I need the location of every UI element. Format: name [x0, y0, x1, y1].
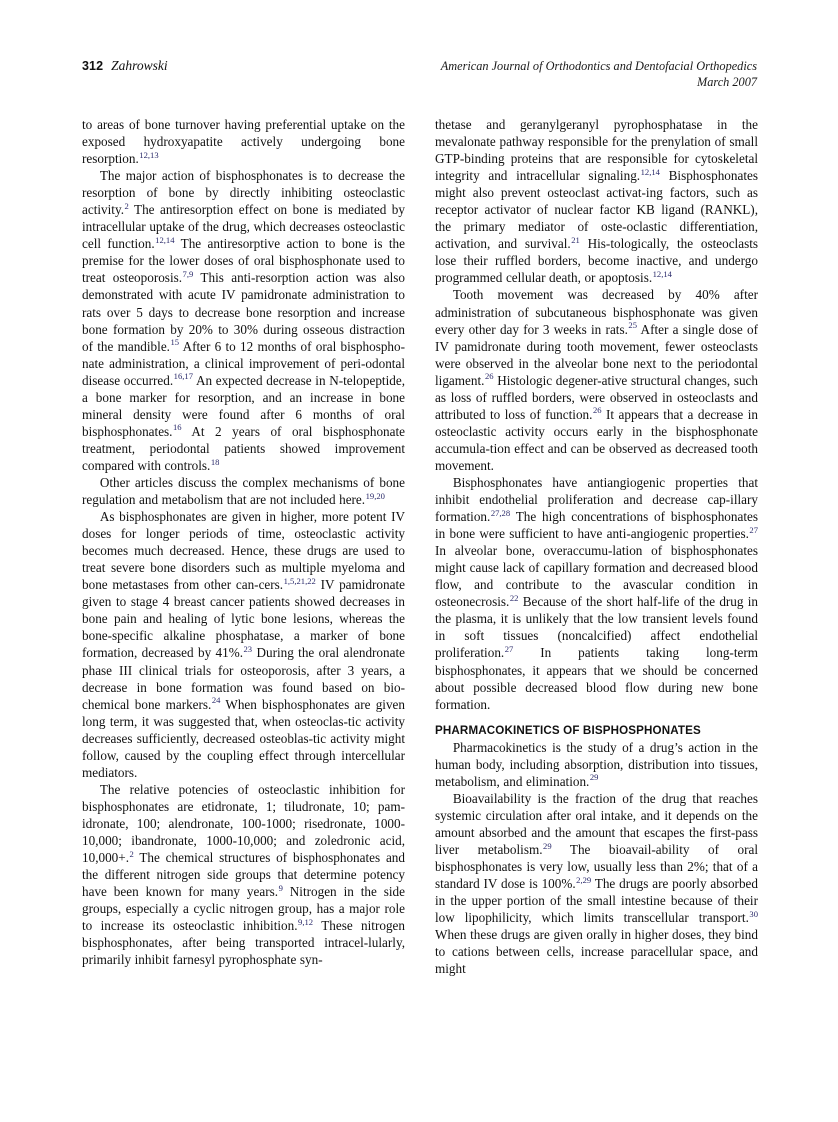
reference-marker[interactable]: 18: [210, 456, 220, 467]
reference-marker[interactable]: 24: [211, 695, 221, 706]
reference-marker[interactable]: 27: [504, 644, 514, 655]
reference-marker[interactable]: 15: [170, 337, 180, 348]
running-head-right: [441, 58, 757, 90]
paragraph: to areas of bone turnover having preferential uptake on the exposed hydroxyapatite actively undergoing bone resorption.$^{12,13}$: [82, 117, 405, 167]
paragraph: Pharmacokinetics is the study of a drug’s action in the human body, including absorption, distribution into tissues, metabolism, and elimination.$^{29}$: [435, 739, 758, 789]
reference-marker[interactable]: 9,12: [298, 916, 314, 927]
reference-marker[interactable]: 7,9: [182, 269, 194, 280]
column-right: [435, 116, 758, 1076]
reference-marker[interactable]: 26: [484, 371, 494, 382]
reference-marker[interactable]: 2: [129, 848, 134, 859]
journal-title: American Journal of Orthodontics and Dentofacial Orthopedics: [440, 59, 757, 73]
paragraph: Other articles discuss the complex mechanisms of bone regulation and metabolism that are not included here.$^{19,20}$: [82, 474, 405, 508]
section-heading: PHARMACOKINETICS OF BISPHOSPHONATES: [435, 723, 701, 737]
reference-marker[interactable]: 23: [243, 644, 253, 655]
paragraph: As bisphosphonates are given in higher, more potent IV doses for longer periods of time, osteoclastic activity becomes much decreased. Hence, these drugs are used to treat severe bone disorders such as multiple myeloma and bone metastases from other can-cers.$^{1,5,21,22}$ IV pamidronate given to stage 4 breast cancer patients showed decreases in bone pain and healing of lytic bone lesions, whereas the bone-specific alkaline phosphatase, a marker of bone formation, decreased by 41%.$^{23}$ During the oral alendronate phase III clinical trials for osteoporosis, after 3 years, a decrease in bone formation was found based on bio-chemical bone markers.$^{24}$ When bisphosphonates are given long term, it was suggested that, when osteoclas-tic activity decreases sufficiently, decreased osteoblas-tic activity might follow, caused by the coupling effect through intercellular mediators.: [82, 509, 405, 780]
running-head: [82, 58, 757, 98]
reference-marker[interactable]: 30: [749, 908, 758, 919]
paragraph: The major action of bisphosphonates is to decrease the resorption of bone by directly inhibiting osteoclastic activity.$^2$ The antiresorption effect on bone is mediated by intracellular uptake of the drug, which decreases osteoclastic cell function.$^{12,14}$ The antiresorptive action to bone is the premise for the lower doses of oral bisphosphonate used to treat osteoporosis.$^{7,9}$ This anti-resorption action was also demonstrated with acute IV pamidronate administration to rats over 5 days to decrease bone resorption and increase bone formation by 20% to 30% during osseous distraction of the mandible.$^{15}$ After 6 to 12 months of oral bisphospho-nate administration, a clinical improvement of peri-odontal disease occurred.$^{16,17}$ An expected decrease in N-telopeptide, a bone marker for resorption, and an increase in bone mineral density were found after 6 months of oral bisphosphonates.$^{16}$ At 2 years of oral bisphosphonate treatment, periodontal patients showed improvement compared with controls.$^{18}$: [82, 168, 406, 473]
reference-marker[interactable]: 9: [278, 882, 283, 893]
paragraph: Bisphosphonates have antiangiogenic properties that inhibit endothelial proliferation and decrease cap-illary formation.$^{27,28}$ The high concentrations of bisphosphonates in bone were sufficient to have anti-angiogenic properties.$^{27}$ In alveolar bone, overaccumu-lation of bisphosphonates might cause lack of capillary formation and decreased blood flow, and contribute to the avascular condition in osteonecrosis.$^{22}$ Because of the short half-life of the drug in the plasma, it is unlikely that the low transient levels found in soft tissues (noncalcified) affect endothelial proliferation.$^{27}$ In patients taking long-term bisphosphonates, it appears that we should be concerned about possible decreased blood flow during new bone formation.: [435, 474, 758, 712]
reference-marker[interactable]: 12,14: [640, 166, 660, 177]
reference-marker[interactable]: 26: [592, 405, 602, 416]
reference-marker[interactable]: 16,17: [173, 371, 194, 382]
reference-marker[interactable]: 19,20: [365, 490, 385, 501]
reference-marker[interactable]: 2,29: [576, 874, 592, 885]
paragraph: Tooth movement was decreased by 40% after administration of subcutaneous bisphosphonate was given every other day for 3 weeks in rats.$^{25}$ After a single dose of IV pamidronate during tooth movement, fewer osteoclasts were observed in the alveolar bone next to the periodontal ligament.$^{26}$ Histologic degener-ative structural changes, such as loss of ruffled borders, were observed in osteoclasts and attributed to loss of function.$^{26}$ It appears that a decrease in osteoclastic activity occurs early in the bisphosphonate accumula-tion effect and can be observed as decreased tooth movement.: [435, 287, 758, 473]
reference-marker[interactable]: 21: [571, 234, 580, 245]
reference-marker[interactable]: 29: [543, 840, 552, 851]
reference-marker[interactable]: 2: [124, 200, 129, 211]
reference-marker[interactable]: 29: [589, 772, 599, 783]
reference-marker[interactable]: 1,5,21,22: [283, 575, 316, 586]
body-columns: [82, 116, 758, 1076]
author-name: Zahrowski: [111, 58, 168, 73]
paragraph: The relative potencies of osteoclastic inhibition for bisphosphonates are etidronate, 1; tiludronate, 10; pam-idronate, 100; alendronate, 100-1000; risedronate, 1000-10,000; ibandronate, 1000-10,000; and zoledronic acid, 10,000+.$^2$ The chemical structures of bisphosphonates and the different nitrogen side groups that determine potency have been known for many years.$^9$ Nitrogen in the side groups, especially a cyclic nitrogen group, has a major role to increase its osteoclastic inhibition.$^{9,12}$ These nitrogen bisphosphonates, after being transported intracel-lularly, primarily inhibit farnesyl pyrophosphate syn-: [82, 781, 406, 968]
reference-marker[interactable]: 25: [628, 320, 637, 331]
reference-marker[interactable]: 16: [172, 422, 182, 433]
reference-marker[interactable]: 27,28: [490, 507, 511, 518]
reference-marker[interactable]: 12,13: [139, 149, 159, 160]
reference-marker[interactable]: 22: [509, 592, 519, 603]
column-left: [82, 116, 405, 1076]
paragraph: Bioavailability is the fraction of the drug that reaches systemic circulation after oral intake, and it depends on the amount absorbed and the amount that escapes the first-pass liver metabolism.$^{29}$ The bioavail-ability of oral bisphosphonates is very low, usually less than 2%; that of a standard IV dose is 100%.$^{2,29}$ The drugs are poorly absorbed in the upper portion of the small intestine because of their low lipophilicity, which limits transcellular transport.$^{30}$ When these drugs are given orally in higher doses, they bind to cations between cells, increase paracellular space, and might: [435, 790, 758, 977]
page-number: 312: [82, 59, 104, 73]
issue-date: March 2007: [697, 75, 757, 89]
paragraph: thetase and geranylgeranyl pyrophosphatase in the mevalonate pathway responsible for the prenylation of small GTP-binding proteins that are responsible for cytoskeletal integrity and intracellular signaling.$^{12,14}$ Bisphosphonates might also prevent osteoclast activat-ing factors, such as receptor activator of nuclear factor KB ligand (RANKL), the primary mediator of oste-oclastic differentiation, activation, and survival.$^{21}$ His-tologically, the osteoclasts lose their ruffled borders, become inactive, and undergo programmed cellular death, or apoptosis.$^{12,14}$: [435, 117, 758, 286]
reference-marker[interactable]: 12,14: [652, 269, 672, 280]
reference-marker[interactable]: 27: [749, 524, 758, 535]
reference-marker[interactable]: 12,14: [155, 234, 175, 245]
running-head-left: [82, 58, 168, 74]
